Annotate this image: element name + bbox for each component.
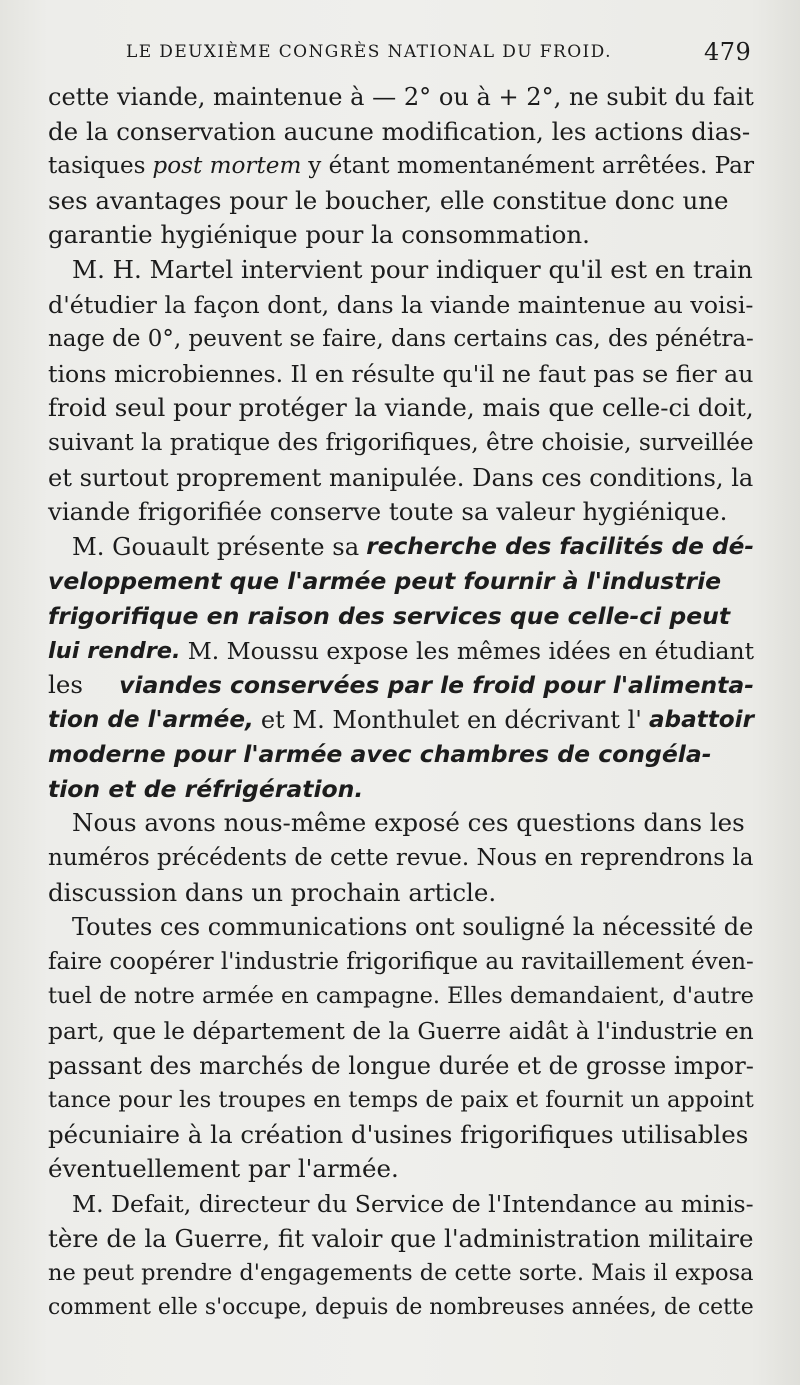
text-line bbox=[48, 1083, 754, 1118]
text-line bbox=[48, 703, 754, 738]
text-fragment: ses avantages pour le boucher, elle constitue donc une bbox=[48, 185, 729, 215]
text-fragment: et surtout proprement manipulée. Dans ces conditions, la bbox=[48, 463, 754, 492]
text-line bbox=[48, 979, 754, 1014]
text-fragment: tions microbiennes. Il en résulte qu'il ne faut pas se fier au bbox=[48, 359, 754, 388]
text-line bbox=[48, 806, 754, 841]
text-line bbox=[48, 495, 754, 530]
text-fragment: M. H. Martel intervient pour indiquer qu'il est en train bbox=[72, 254, 753, 284]
text-line bbox=[48, 288, 754, 323]
text-fragment: Nous avons nous-même exposé ces questions dans les bbox=[72, 808, 745, 838]
text-line bbox=[48, 1014, 754, 1049]
text-line bbox=[48, 876, 754, 911]
text-fragment: cette viande, maintenue à — 2° ou à + 2°, ne subit du fait bbox=[48, 83, 754, 111]
text-fragment: éventuellement par l'armée. bbox=[48, 1154, 399, 1184]
bold-italic-fragment: recherche des facilités de dé- bbox=[366, 532, 754, 560]
page-number: 479 bbox=[704, 38, 752, 66]
text-fragment: discussion dans un prochain article. bbox=[48, 877, 497, 907]
text-fragment: passant des marchés de longue durée et de grosse impor- bbox=[48, 1051, 754, 1080]
bold-italic-fragment: abattoir bbox=[648, 706, 754, 733]
text-line bbox=[48, 772, 754, 807]
text-fragment: tuel de notre armée en campagne. Elles demandaient, d'autre bbox=[48, 983, 754, 1010]
text-fragment: comment elle s'occupe, depuis de nombreuses années, de cette bbox=[48, 1294, 754, 1320]
bold-italic-fragment: tion et de réfrigération. bbox=[48, 774, 364, 803]
text-fragment: de la conservation aucune modification, les actions dias- bbox=[48, 116, 751, 146]
text-line bbox=[48, 149, 754, 184]
bold-italic-fragment: moderne pour l'armée avec chambres de congéla- bbox=[48, 740, 712, 769]
text-line bbox=[48, 668, 754, 703]
running-title: LE DEUXIÈME CONGRÈS NATIONAL DU FROID. bbox=[126, 42, 612, 62]
text-fragment: et M. Monthulet en décrivant l' bbox=[260, 705, 642, 734]
text-fragment: froid seul pour protéger la viande, mais que celle-ci doit, bbox=[48, 393, 754, 423]
bold-italic-fragment: viandes conservées par le froid pour l'alimenta- bbox=[119, 671, 754, 700]
bold-italic-fragment: veloppement que l'armée peut fournir à l'industrie bbox=[48, 567, 722, 596]
text-line bbox=[48, 115, 754, 150]
text-line bbox=[48, 737, 754, 772]
text-line bbox=[48, 841, 754, 876]
running-head bbox=[0, 38, 800, 68]
text-line bbox=[48, 530, 754, 565]
text-fragment: Toutes ces communications ont souligné la nécessité de bbox=[72, 913, 754, 942]
text-fragment: M. Moussu expose les mêmes idées en étudiant bbox=[187, 636, 754, 665]
text-fragment: d'étudier la façon dont, dans la viande maintenue au voisi- bbox=[48, 290, 754, 319]
bold-italic-fragment: frigorifique en raison des services que celle-ci peut bbox=[48, 601, 731, 630]
text-fragment: M. Defait, directeur du Service de l'Intendance au minis- bbox=[72, 1190, 754, 1218]
text-line bbox=[48, 184, 754, 219]
text-fragment: tère de la Guerre, fit valoir que l'administration militaire bbox=[48, 1223, 754, 1253]
bold-italic-fragment: lui rendre. bbox=[48, 637, 181, 664]
text-fragment: M. Gouault présente sa bbox=[72, 532, 360, 561]
text-line bbox=[48, 634, 754, 669]
text-fragment: suivant la pratique des frigorifiques, être choisie, surveillée bbox=[48, 428, 754, 456]
text-fragment: les bbox=[48, 670, 83, 700]
text-line bbox=[48, 253, 754, 288]
text-fragment: tance pour les troupes en temps de paix et fournit un appoint bbox=[48, 1087, 754, 1114]
text-line bbox=[48, 1118, 754, 1153]
text-fragment: y étant momentanément arrêtées. Par bbox=[308, 153, 754, 180]
text-fragment: garantie hygiénique pour la consommation. bbox=[48, 220, 590, 250]
text-fragment: faire coopérer l'industrie frigorifique au ravitaillement éven- bbox=[48, 948, 754, 975]
text-fragment: nage de 0°, peuvent se faire, dans certains cas, des pénétra- bbox=[48, 326, 754, 353]
text-line bbox=[48, 1291, 754, 1326]
body-text bbox=[48, 80, 754, 1325]
text-line bbox=[48, 461, 754, 496]
text-line bbox=[48, 426, 754, 461]
text-line bbox=[48, 322, 754, 357]
text-line bbox=[48, 218, 754, 253]
text-line bbox=[48, 1256, 754, 1291]
italic-fragment: post mortem bbox=[152, 153, 302, 180]
text-fragment: viande frigorifiée conserve toute sa valeur hygiénique. bbox=[48, 497, 728, 527]
text-line bbox=[48, 564, 754, 599]
text-fragment: part, que le département de la Guerre aidât à l'industrie en bbox=[48, 1017, 754, 1046]
text-fragment: numéros précédents de cette revue. Nous en reprendrons la bbox=[48, 845, 754, 872]
text-fragment: ne peut prendre d'engagements de cette sorte. Mais il exposa bbox=[48, 1260, 754, 1287]
text-line bbox=[48, 1222, 754, 1257]
text-line bbox=[48, 945, 754, 980]
text-line bbox=[48, 1049, 754, 1084]
text-line bbox=[48, 1152, 754, 1187]
text-line bbox=[48, 391, 754, 426]
text-line bbox=[48, 910, 754, 945]
text-fragment: tasiques bbox=[48, 153, 146, 180]
text-line bbox=[48, 1187, 754, 1222]
text-fragment: pécuniaire à la création d'usines frigorifiques utilisables bbox=[48, 1119, 749, 1149]
text-line bbox=[48, 80, 754, 115]
text-line bbox=[48, 599, 754, 634]
bold-italic-fragment: tion de l'armée, bbox=[48, 706, 254, 733]
text-line bbox=[48, 357, 754, 392]
